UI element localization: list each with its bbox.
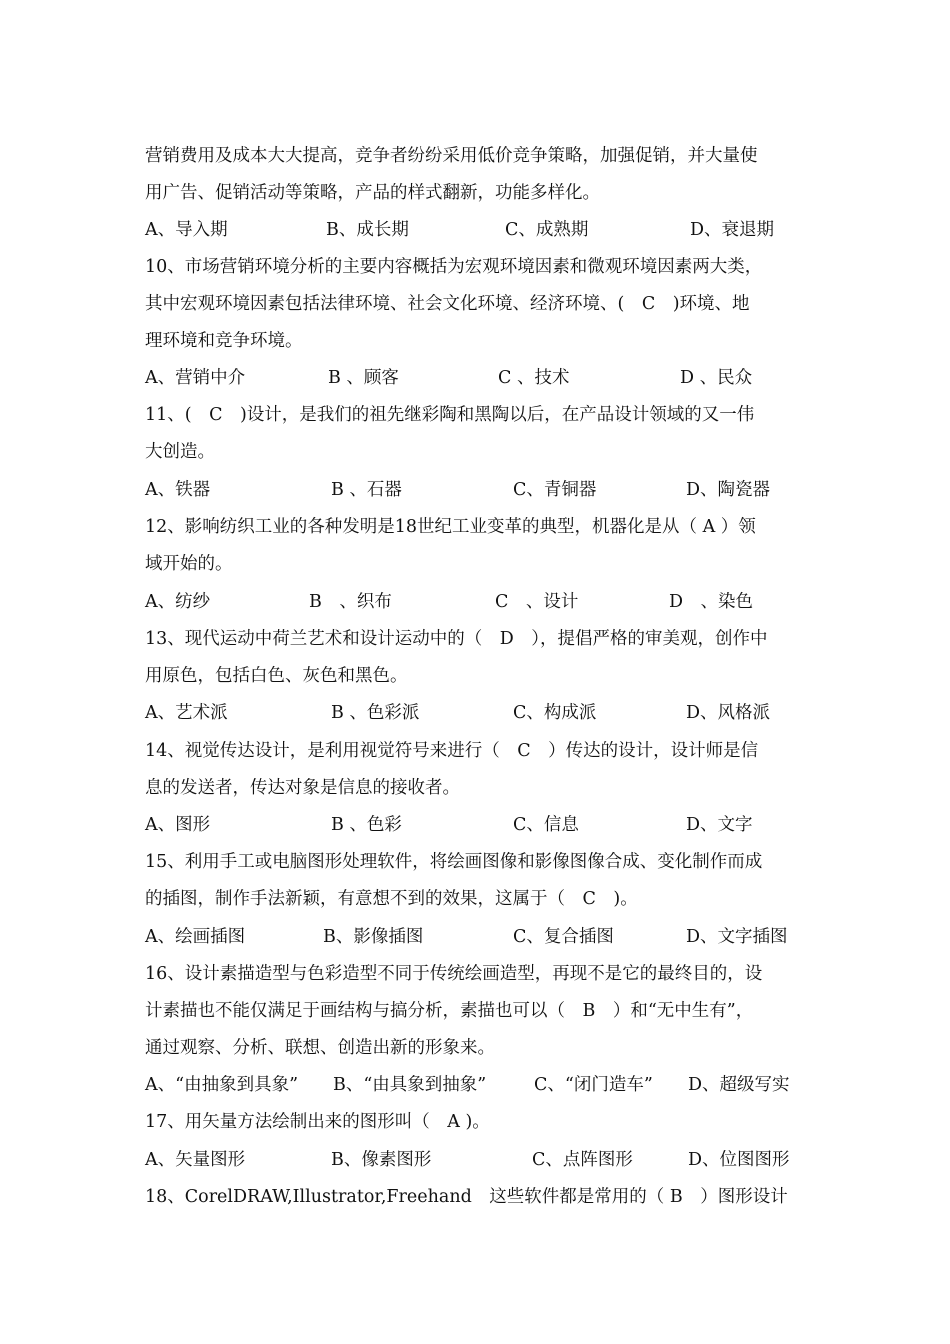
text-line: 17、用矢量方法绘制出来的图形叫（ A )。 [145,1112,490,1132]
text-line: 13、现代运动中荷兰艺术和设计运动中的（ D ），提倡严格的审美观，创作中 [145,629,768,649]
text-line: 16、设计素描造型与色彩造型不同于传统绘画造型，再现不是它的最终目的，设 [145,964,763,984]
text-line: 18、CorelDRAW,Illustrator,Freehand 这些软件都是常用的（ B ）图形设计 [145,1187,788,1207]
text-line: 通过观察、分析、联想、创造出新的形象来。 [145,1038,495,1058]
text-line: 营销费用及成本大大提高，竞争者纷纷采用低价竞争策略，加强促销，并大量使 [145,146,758,166]
option-a: A、营销中介 [145,368,246,388]
option-d: D、位图图形 [688,1150,790,1170]
text-line: 用原色，包括白色、灰色和黑色。 [145,666,408,686]
option-a: A、纺纱 [145,592,211,612]
option-b: B、成长期 [326,220,409,240]
text-line: 12、影响纺织工业的各种发明是18世纪工业变革的典型，机器化是从（ A ）领 [145,517,756,537]
option-c: C、复合插图 [513,927,614,947]
option-b: B 、石器 [331,480,402,500]
option-d: D 、民众 [680,368,753,388]
option-d: D、衰退期 [690,220,775,240]
text-line: 15、利用手工或电脑图形处理软件，将绘画图像和影像图像合成、变化制作而成 [145,852,763,872]
option-b: B 、织布 [309,592,392,612]
text-line: 14、视觉传达设计，是利用视觉符号来进行（ C ）传达的设计，设计师是信 [145,741,759,761]
option-d: D、陶瓷器 [686,480,771,500]
option-b: B、影像插图 [323,927,424,947]
option-b: B 、色彩 [331,815,402,835]
option-d: D、文字 [686,815,753,835]
option-c: C、点阵图形 [532,1150,633,1170]
option-c: C 、技术 [498,368,570,388]
option-b: B、“由具象到抽象” [333,1075,487,1095]
option-c: C、青铜器 [513,480,597,500]
option-a: A、“由抽象到具象” [145,1075,299,1095]
text-line: 理环境和竞争环境。 [145,331,303,351]
text-line: 大创造。 [145,442,215,462]
option-c: C、“闭门造车” [534,1075,653,1095]
text-line: 的插图，制作手法新颖，有意想不到的效果，这属于（ C )。 [145,889,638,909]
option-b: B 、色彩派 [331,703,420,723]
option-a: A、矢量图形 [145,1150,246,1170]
text-line: 11、( C )设计，是我们的祖先继彩陶和黑陶以后，在产品设计领域的又一伟 [145,405,755,425]
option-c: C、信息 [513,815,579,835]
option-c: C 、设计 [495,592,579,612]
option-b: B、像素图形 [331,1150,432,1170]
option-d: D 、染色 [669,592,754,612]
text-line: 息的发送者，传达对象是信息的接收者。 [145,778,460,798]
option-d: D、超级写实 [688,1075,790,1095]
option-d: D、文字插图 [686,927,788,947]
option-a: A、绘画插图 [145,927,246,947]
text-line: 用广告、促销活动等策略，产品的样式翻新，功能多样化。 [145,183,600,203]
option-a: A、图形 [145,815,211,835]
option-a: A、艺术派 [145,703,228,723]
text-line: 计素描也不能仅满足于画结构与搞分析，素描也可以（ B ）和“无中生有”， [145,1001,754,1021]
option-d: D、风格派 [686,703,771,723]
option-a: A、铁器 [145,480,211,500]
text-line: 其中宏观环境因素包括法律环境、社会文化环境、经济环境、( C )环境、地 [145,294,750,314]
text-line: 10、市场营销环境分析的主要内容概括为宏观环境因素和微观环境因素两大类， [145,257,763,277]
text-line: 域开始的。 [145,554,233,574]
option-a: A、导入期 [145,220,228,240]
option-c: C、构成派 [513,703,597,723]
option-b: B 、顾客 [328,368,399,388]
option-c: C、成熟期 [505,220,589,240]
